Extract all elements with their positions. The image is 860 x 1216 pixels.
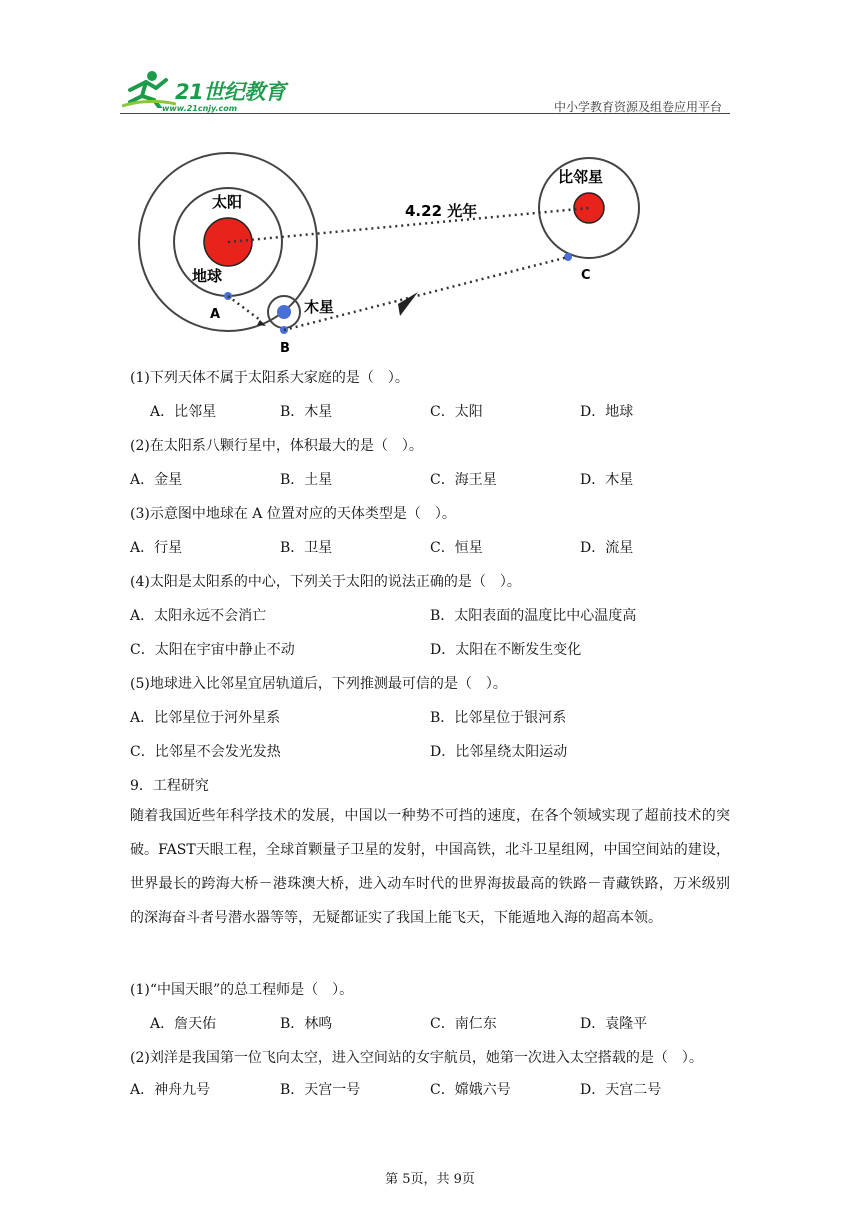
question-stem: (5)地球进入比邻星宜居轨道后，下列推测最可信的是（ ）。: [130, 676, 507, 692]
option-b: B．卫星: [280, 540, 333, 556]
platform-text: 中小学教育资源及组卷应用平台: [553, 100, 722, 114]
option-b: B．比邻星位于银河系: [430, 710, 567, 726]
option-a: A．比邻星: [150, 404, 217, 420]
proxima-label: 比邻星: [558, 168, 604, 186]
path-b-c: [284, 257, 568, 330]
option-c: C．太阳在宇宙中静止不动: [130, 642, 295, 658]
sun-label: 太阳: [212, 193, 243, 211]
option-b: B．天宫一号: [280, 1082, 361, 1098]
option-b: B．土星: [280, 472, 333, 488]
option-b: B．木星: [280, 404, 333, 420]
option-d: D．太阳在不断发生变化: [430, 642, 582, 658]
runner-logo-icon: [120, 68, 178, 108]
question-stem: (4)太阳是太阳系的中心，下列关于太阳的说法正确的是（ ）。: [130, 574, 521, 590]
option-d: D．袁隆平: [580, 1016, 648, 1032]
option-a: A．金星: [130, 472, 183, 488]
point-a-label: A: [210, 307, 221, 322]
option-c: C．太阳: [430, 404, 483, 420]
point-c-label: C: [581, 268, 591, 283]
page-number: 第 5页，共 9页: [385, 1172, 475, 1187]
option-c: C．恒星: [430, 540, 483, 556]
section-title: 9．工程研究: [130, 778, 209, 794]
jupiter-label: 木星: [304, 298, 335, 316]
question-stem: (2)刘洋是我国第一位飞向太空，进入空间站的女宇航员，她第一次进入太空搭载的是（ ）。: [130, 1050, 703, 1066]
option-c: C．嫦娥六号: [430, 1082, 511, 1098]
option-a: A．詹天佑: [150, 1016, 217, 1032]
option-c: C．海王星: [430, 472, 497, 488]
option-b: B．太阳表面的温度比中心温度高: [430, 608, 637, 624]
option-a: A．比邻星位于河外星系: [130, 710, 281, 726]
earth-label: 地球: [192, 267, 223, 285]
option-a: A．神舟九号: [130, 1082, 211, 1098]
point-b-label: B: [280, 341, 290, 356]
option-d: D．木星: [580, 472, 634, 488]
jupiter-icon: [277, 305, 291, 319]
distance-label: 4.22 光年: [405, 202, 478, 220]
option-a: A．行星: [130, 540, 183, 556]
option-b: B．林鸣: [280, 1016, 333, 1032]
option-d: D．流星: [580, 540, 634, 556]
question-stem: (1)“中国天眼”的总工程师是（ ）。: [130, 982, 354, 998]
question-stem: (1)下列天体不属于太阳系大家庭的是（ ）。: [130, 370, 409, 386]
solar-system-diagram: [130, 150, 650, 362]
option-d: D．天宫二号: [580, 1082, 662, 1098]
option-a: A．太阳永远不会消亡: [130, 608, 267, 624]
question-stem: (3)示意图中地球在 A 位置对应的天体类型是（ ）。: [130, 506, 456, 522]
header-divider: [120, 113, 730, 114]
path-a-b: [228, 296, 260, 320]
question-stem: (2)在太阳系八颗行星中，体积最大的是（ ）。: [130, 438, 423, 454]
logo-url: www.21cnjy.com: [162, 104, 238, 113]
option-c: C．南仁东: [430, 1016, 497, 1032]
logo-name: 21世纪教育: [175, 80, 286, 104]
option-c: C．比邻星不会发光发热: [130, 744, 281, 760]
option-d: D．地球: [580, 404, 634, 420]
section-paragraph: 随着我国近些年科学技术的发展，中国以一种势不可挡的速度，在各个领域实现了超前技术的突破。FAST天眼工程，全球首颗量子卫星的发射，中国高铁，北斗卫星组网，中国空间站的建设，世界最长的跨海大桥－港珠澳大桥，进入动车时代的世界海拔最高的铁路－青藏铁路，万米级别的深海奋斗者号潜水器等等，无疑都证实了我国上能飞天，下能遁地入海的超高本领。: [130, 808, 730, 926]
option-d: D．比邻星绕太阳运动: [430, 744, 568, 760]
arrow-icon: [398, 292, 418, 316]
page-header: [120, 62, 730, 118]
